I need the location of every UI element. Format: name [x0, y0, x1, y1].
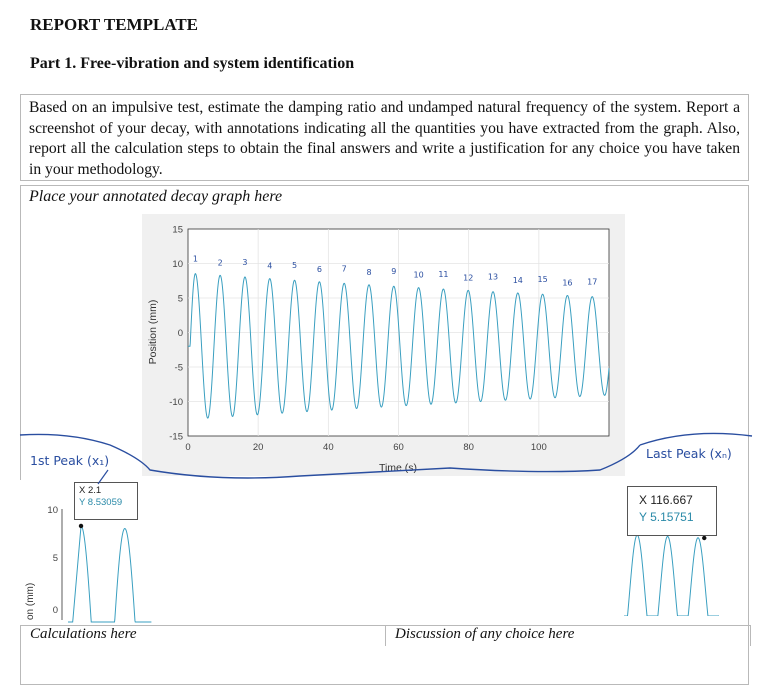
- peak-number-annotation: 7: [341, 264, 347, 274]
- last-peak-marker: [702, 536, 706, 540]
- decay-plot-screenshot: [142, 214, 625, 476]
- zoom-left-ylabel: on (mm): [25, 582, 36, 620]
- x-tick-label: 40: [323, 442, 334, 453]
- peak-number-annotation: 3: [242, 258, 248, 268]
- x-tick-label: 80: [463, 442, 474, 453]
- calculations-cell: [20, 625, 386, 646]
- decay-chart: [142, 214, 625, 476]
- discussion-label: Discussion of any choice here: [395, 626, 575, 642]
- y-tick-label: 10: [172, 259, 183, 270]
- x-tick-label: 100: [530, 442, 547, 453]
- part-title: Part 1. Free-vibration and system identification: [30, 55, 355, 72]
- calculations-label: Calculations here: [30, 626, 137, 642]
- peak-number-annotation: 11: [438, 270, 449, 280]
- x-tick-label: 20: [252, 442, 264, 453]
- datatip-first-peak: [74, 482, 138, 520]
- zoom-left-tick-0: 0: [52, 605, 58, 616]
- report-title: REPORT TEMPLATE: [30, 15, 199, 34]
- peak-number-annotation: 2: [217, 258, 223, 268]
- y-tick-label: 0: [177, 328, 183, 339]
- y-tick-label: 5: [177, 293, 183, 305]
- y-tick-label: -10: [169, 397, 183, 408]
- peak-number-annotation: 13: [487, 272, 499, 282]
- y-axis-label: Position (mm): [147, 299, 159, 365]
- last-peak-note: Last Peak (xₙ): [646, 446, 732, 461]
- datatip-last-y: Y 5.15751: [639, 510, 694, 524]
- datatip-first-y: Y 8.53059: [79, 497, 123, 508]
- x-tick-label: 0: [185, 442, 191, 453]
- peak-number-annotation: 16: [562, 278, 573, 288]
- peak-number-annotation: 4: [267, 261, 273, 271]
- peak-number-annotation: 8: [366, 267, 372, 277]
- peak-number-annotation: 15: [537, 275, 548, 285]
- x-axis-label: Time (s): [378, 462, 418, 474]
- peak-number-annotation: 5: [292, 261, 298, 271]
- instructions-text: Based on an impulsive test, estimate the damping ratio and undamped natural frequency of the system. Report a screenshot of your decay, with annotations indicating all the quantities you have extracted from the graph. Also, report all the calculation steps to obtain the final answers and write a justification for any choice you have taken in your methodology.: [29, 99, 740, 178]
- x-tick-label: 60: [393, 442, 404, 453]
- first-peak-note: 1st Peak (x₁): [30, 453, 110, 468]
- peak-number-annotation: 1: [192, 254, 198, 264]
- y-tick-label: -15: [169, 431, 183, 443]
- graph-section-title: Place your annotated decay graph here: [29, 188, 283, 205]
- peak-number-annotation: 6: [316, 264, 322, 274]
- datatip-last-peak: [627, 486, 717, 536]
- peak-number-annotation: 9: [391, 267, 397, 277]
- first-peak-marker: [79, 524, 83, 528]
- discussion-cell: [385, 625, 751, 646]
- peak-number-annotation: 17: [587, 277, 598, 287]
- peak-number-annotation: 12: [463, 273, 474, 283]
- zoom-left-tick-5: 5: [52, 553, 58, 564]
- y-tick-label: 15: [172, 224, 183, 236]
- y-tick-label: -5: [174, 362, 183, 374]
- instructions-box: [20, 94, 749, 181]
- datatip-first-x: X 2.1: [79, 485, 102, 496]
- peak-number-annotation: 14: [512, 275, 523, 285]
- datatip-last-x: X 116.667: [639, 493, 693, 507]
- zoom-left-tick-10: 10: [47, 505, 58, 516]
- peak-number-annotation: 10: [413, 270, 424, 280]
